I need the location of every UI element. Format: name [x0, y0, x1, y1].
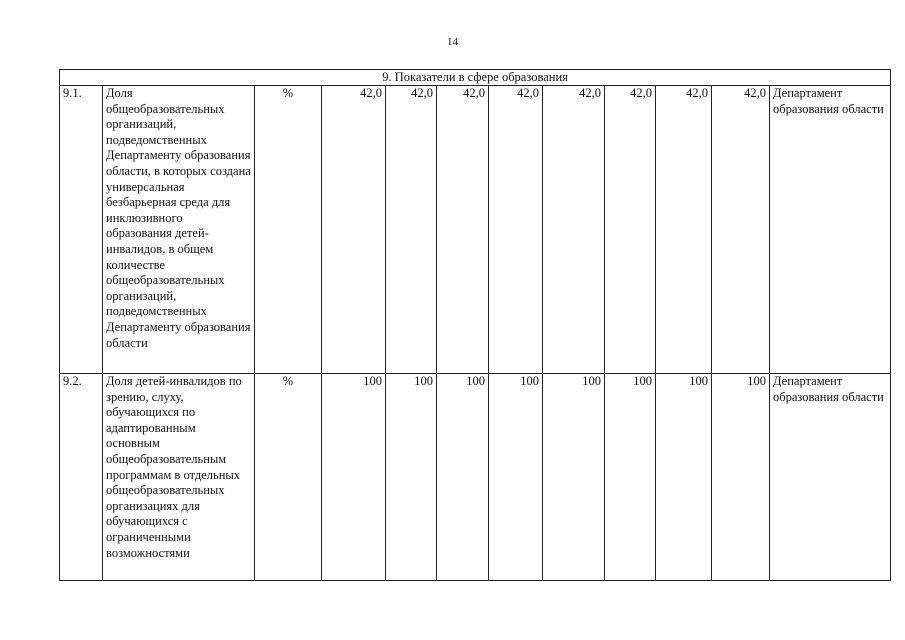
value-cell: 42,0	[322, 86, 386, 374]
indicators-table	[59, 69, 891, 581]
row-number: 9.1.	[60, 86, 103, 374]
value-cell: 42,0	[543, 86, 605, 374]
value-cell: 100	[605, 374, 656, 581]
unit-cell: %	[255, 374, 322, 581]
value-cell: 42,0	[437, 86, 489, 374]
value-cell: 42,0	[489, 86, 543, 374]
value-cell: 42,0	[712, 86, 770, 374]
value-cell: 100	[437, 374, 489, 581]
value-cell: 42,0	[656, 86, 712, 374]
value-cell: 42,0	[386, 86, 437, 374]
unit-cell: %	[255, 86, 322, 374]
indicator-name: Доля общеобразовательных организаций, подведомственных Департаменту образования области, в которых создана универсальная безбарьерная среда для инклюзивного образования детей-инвалидов, в общем количестве общеобразовательных организаций, подведомственных Департаменту образования области	[103, 86, 255, 374]
value-cell: 100	[712, 374, 770, 581]
value-cell: 100	[322, 374, 386, 581]
department-cell: Департамент образования области	[770, 86, 891, 374]
section-header-row	[60, 70, 891, 86]
value-cell: 100	[656, 374, 712, 581]
row-number: 9.2.	[60, 374, 103, 581]
value-cell: 42,0	[605, 86, 656, 374]
indicator-name: Доля детей-инвалидов по зрению, слуху, обучающихся по адаптированным основным общеобразовательным программам в отдельных общеобразовательных организациях для обучающихся с ограниченными возможностями	[103, 374, 255, 581]
value-cell: 100	[489, 374, 543, 581]
table-row	[60, 86, 891, 374]
table-row	[60, 374, 891, 581]
value-cell: 100	[543, 374, 605, 581]
section-title: 9. Показатели в сфере образования	[60, 70, 891, 86]
department-cell: Департамент образования области	[770, 374, 891, 581]
page-number: 14	[447, 36, 458, 48]
value-cell: 100	[386, 374, 437, 581]
